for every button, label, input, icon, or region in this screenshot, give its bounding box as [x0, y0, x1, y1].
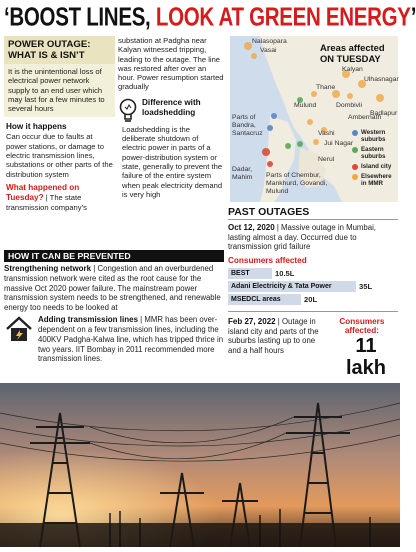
areas-map	[230, 36, 398, 202]
consumers2-label: Consumers affected:	[339, 316, 385, 335]
map-label-badlapur: Badlapur	[370, 110, 398, 117]
legend-eastern	[352, 146, 398, 160]
prevent-section	[4, 264, 224, 364]
past-outages-rule	[228, 219, 398, 220]
legend-label-eastern: Eastern suburbs	[361, 146, 386, 160]
map-label-jui-nagar: Jui Nagar	[324, 140, 354, 147]
adding-paragraph	[38, 315, 224, 363]
outage-column-right	[118, 36, 224, 199]
legend-dot-western	[352, 130, 358, 136]
legend-dot-elsewhere	[352, 174, 358, 180]
diff-text: Loadshedding is the deliberate shutdown of electric power in parts of a power-distribution system or state, generally to prevent the failure of the entire system when peak electricity demand is very high	[122, 124, 223, 199]
headline	[4, 3, 416, 41]
event1-date: Oct 12, 2020	[228, 223, 275, 232]
tuesday-section	[4, 183, 115, 212]
consumer-bar-row	[228, 294, 398, 305]
map-title-line1: Areas affected	[320, 42, 385, 53]
consumer-bar-value: 35L	[359, 281, 373, 291]
outage-column-left	[4, 36, 115, 212]
event2-date: Feb 27, 2022	[228, 316, 276, 326]
map-label-ambernath: Ambernath	[348, 114, 382, 121]
house-energy-icon	[4, 315, 34, 343]
map-label-chembur: Parts of Chembur, Mankhurd, Govandi, Mulund	[266, 172, 328, 195]
map-legend	[352, 129, 398, 190]
legend-island	[352, 163, 398, 170]
headline-part1: BOOST LINES,	[9, 3, 156, 32]
consumer-bar-value: 10.5L	[275, 268, 295, 278]
headline-part2: LOOK AT GREEN ENERGY	[155, 3, 411, 32]
legend-label-western: Western suburbs	[361, 129, 386, 143]
map-label-bandra: Parts of Bandra, Santacruz	[232, 114, 263, 137]
map-label-vashi: Vashi	[318, 130, 335, 137]
consumer-bars	[228, 268, 398, 305]
padgha-text: substation at Padgha near Kalyan witnessed tripping, leading to the outage. The line was restored after over an hour. Power resumption started gradually	[118, 36, 224, 92]
consumers-heading: Consumers affected	[228, 255, 307, 265]
tuesday-heading: What happened on Tuesday?	[6, 182, 80, 202]
map-label-kalyan: Kalyan	[342, 66, 363, 73]
event2-consumers	[334, 317, 398, 379]
tuesday-text: | The state transmission company’s	[6, 192, 87, 212]
how-section	[4, 122, 115, 178]
map-label-nerul: Nerul	[318, 156, 335, 163]
how-heading: How it happens	[6, 122, 67, 132]
strength-heading: Strengthening network	[4, 264, 92, 273]
legend-label-island: Island city	[361, 163, 392, 170]
outage-heading-line2: WHAT IS & ISN’T	[8, 50, 85, 61]
consumer-bar: BEST	[228, 268, 272, 279]
photo-illustration	[0, 383, 400, 547]
consumer-bar-value: 20L	[304, 294, 318, 304]
consumer-bar: MSEDCL areas	[228, 294, 301, 305]
adding-heading: Adding transmission lines	[38, 315, 139, 325]
outage-heading-line1: POWER OUTAGE:	[8, 39, 91, 50]
map-label-dadar: Dadar, Mahim	[232, 166, 253, 181]
event1	[228, 223, 398, 252]
past-outages-heading: PAST OUTAGES	[228, 206, 310, 218]
transmission-tower-photo	[0, 383, 400, 547]
event2-text: | Outage in island city and parts of the suburbs lasting up to one and a half hours	[228, 316, 319, 355]
consumers2-value: 11 lakh	[345, 334, 386, 379]
legend-western	[352, 129, 398, 143]
map-label-ulhasnagar: Ulhasnagar	[364, 76, 399, 83]
consumer-bar: Adani Electricity & Tata Power	[228, 281, 356, 292]
how-text: Can occur due to faults at power stations, or damage to electric transmission lines, substations or other parts of the distribution system	[6, 132, 113, 179]
lightbulb-icon	[118, 98, 138, 124]
event2	[228, 317, 328, 379]
map-label-mulund: Mulund	[294, 102, 317, 109]
legend-dot-island	[352, 164, 358, 170]
past-divider	[228, 311, 398, 312]
headline-close-quote: ’	[410, 3, 416, 32]
map-title-line2: ON TUESDAY	[320, 53, 381, 64]
consumer-bar-row	[228, 268, 398, 279]
map-label-thane: Thane	[316, 84, 336, 91]
legend-label-elsewhere: Elsewhere in MMR	[361, 173, 392, 187]
prevent-bar: HOW IT CAN BE PREVENTED	[4, 250, 224, 262]
map-label-vasai: Vasai	[260, 47, 277, 54]
map-label-dombivli: Dombivli	[336, 102, 363, 109]
legend-dot-eastern	[352, 147, 358, 153]
outage-heading-box	[4, 36, 115, 64]
diff-heading: Difference with loadshedding	[142, 97, 201, 117]
event1-text: | Massive outage in Mumbai, lasting almost a day. Occurred due to transmission grid failure	[228, 223, 376, 252]
consumer-bar-row	[228, 281, 398, 292]
outage-intro-box	[4, 64, 115, 117]
past-outages-section	[228, 223, 398, 379]
headline-open-quote: ‘	[4, 3, 10, 32]
map-title	[320, 42, 385, 64]
strength-text: | Congestion and an overburdened transmission network were cited as the root cause for the massive Oct 2020 power failure. The mainstream power transmission system needs to be strengthened, and renewable energy too needs to be looked at	[4, 264, 221, 312]
adding-text: | MMR has been over-dependent on a few transmission lines, including the 400KV Padgha-Kalwa line, which has tripped thrice in two years. IIT Bombay in 2011 recommended more transmission lines.	[38, 315, 224, 364]
map-label-nalasopara: Nalasopara	[252, 38, 287, 45]
outage-intro: It is the unintentional loss of electrical power network supply to an end user which may last for a few minutes to several hours	[8, 67, 105, 114]
strength-paragraph	[4, 264, 224, 312]
legend-elsewhere	[352, 173, 398, 187]
